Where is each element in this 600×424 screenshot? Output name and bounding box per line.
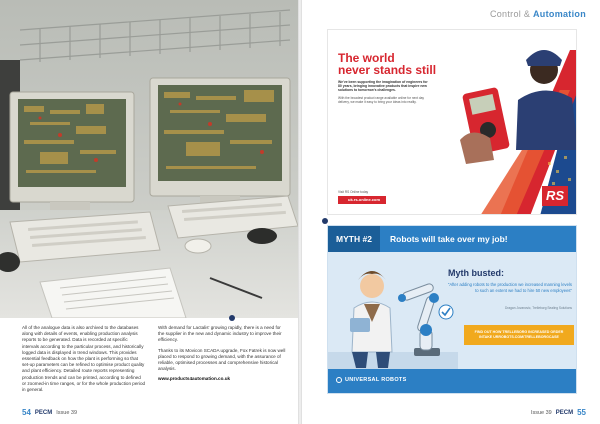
page-gutter [298,0,302,424]
rs-subcopy-2: With the broadest product range available online for next day delivery, we make it easy to bring your ideas into reality. [338,96,424,104]
rs-url-button[interactable]: uk.rs-online.com [338,196,386,204]
page-number: 54 [22,408,31,417]
ur-quote: "After adding robots to the production we increased manning levels to such an extent we had to hire 50 new employees" [447,282,572,293]
running-head [490,9,586,19]
rs-visit-label: Visit RS Online today [338,190,369,194]
control-room-photo [0,0,298,318]
body-column-2 [158,325,288,383]
rs-headline-1: The world [338,51,395,65]
ur-attribution: Dragan Jovanovic, Trelleborg Sealing Solutions [505,306,572,310]
footer-issue: Issue 39 [56,409,78,416]
rs-headline-2: never stands still [338,63,437,77]
running-head-section: Control [489,9,522,19]
ur-busted-heading: Myth busted: [448,268,504,278]
footer-left [22,408,77,417]
ur-logo [336,377,407,383]
universal-robots-advert[interactable] [327,225,577,394]
body-paragraph: Thanks to its Movicon SCADA upgrade, Fox Fatrek is now well placed to respond to growing demand, with the assurance of reliable, optimised processes and comprehensive historical analysis. [158,347,286,372]
footer-brand: PECM [555,409,574,416]
running-head-amp: & [523,9,531,19]
footer-right [531,408,586,417]
rs-logo: RS [542,186,568,206]
ur-logo-text: UNIVERSAL ROBOTS [345,377,407,383]
body-paragraph: All of the analogue data is also archived to the databases along with details of events, enabling production analysis reports to be generated. Data is recorded at specific intervals according to the particular process, and historically logged data is displayed in trend windows. This provides essential feedback on how the plant is performing so that set-up parameters can be refined to optimise product quality and plant efficiency. Detailed route reports representing production trends and can be printed, according to defined or zoomed-in time ranges, or for the whole production period in general. [22,325,146,393]
ur-cta-button[interactable]: FIND OUT HOW TRELLEBORG INCREASED ORDER INTAKE URROBOTS.COM/TRELLEBORGCASE [464,325,574,345]
ur-illustration [328,252,458,369]
ur-myth-label: MYTH #2 [328,226,380,252]
footer-brand: PECM [34,409,53,416]
rs-subcopy: We've been supporting the imagination of engineers for 80 years, bringing innovative products that inspire new solutions to tomorrow's challenges. [338,80,428,93]
rs-advert[interactable] [327,29,577,215]
page-number: 55 [577,408,586,417]
ur-title: Robots will take over my job! [390,234,508,244]
section-dot-left [229,315,235,321]
ur-logo-icon [336,377,342,383]
footer-issue: Issue 39 [530,409,552,416]
section-dot-right [322,218,328,224]
body-column-1 [22,325,146,393]
website-link[interactable]: www.products4automation.co.uk [158,376,231,382]
running-head-accent: Automation [533,9,586,19]
body-paragraph: With demand for Lactalis' growing rapidly, there is a need for the supplier in the new and dynamic industry to improve their efficiency. [158,325,282,343]
